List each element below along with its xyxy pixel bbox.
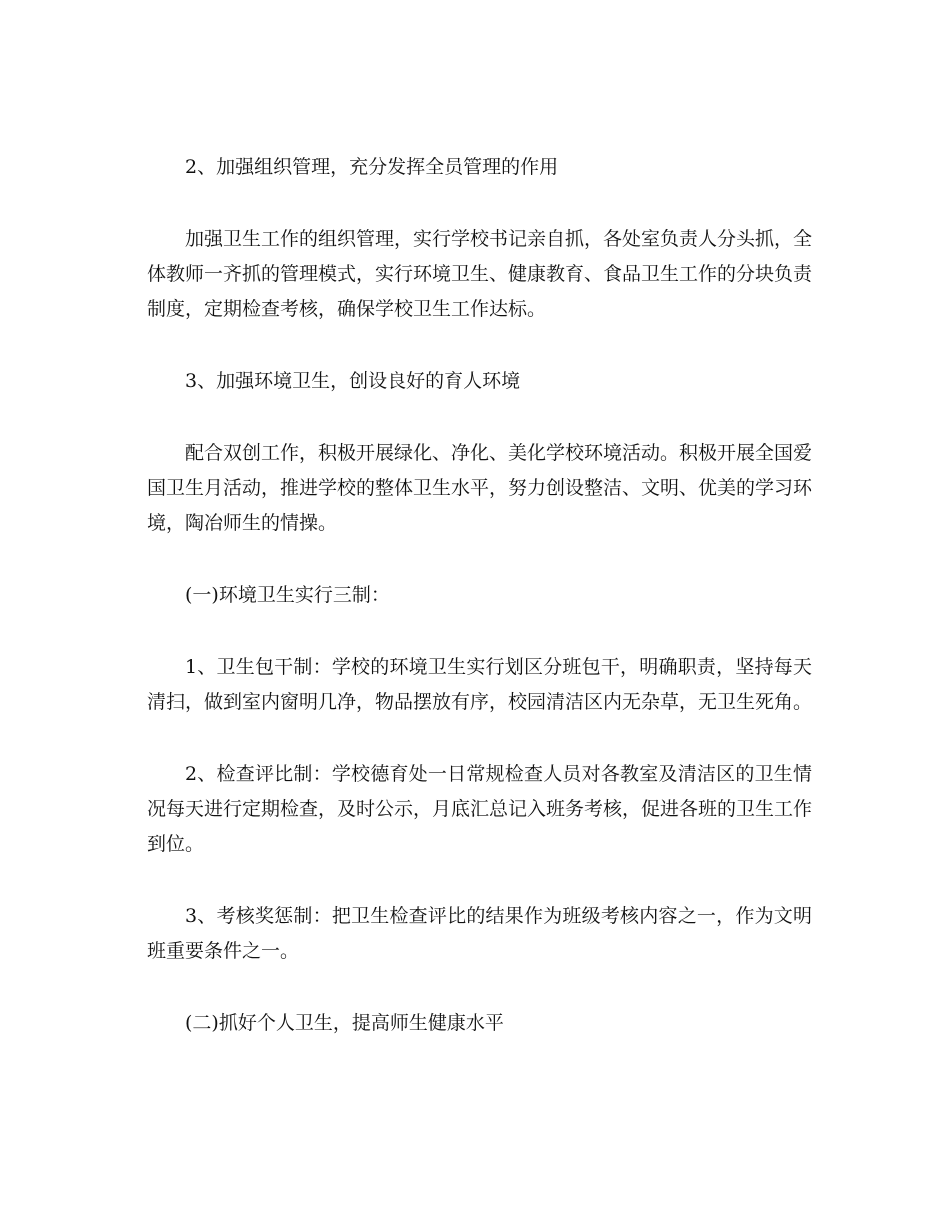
- subsection-heading-three-systems: (一)环境卫生实行三制：: [185, 584, 390, 606]
- list-item-inspection-system: 2、检查评比制：学校德育处一日常规检查人员对各教室及清洁区的卫生情况每天进行定期检查，及时公示，月底汇总记入班务考核，促进各班的卫生工作到位。: [147, 763, 813, 855]
- paragraph-organization: 加强卫生工作的组织管理，实行学校书记亲自抓，各处室负责人分头抓，全体教师一齐抓的管理模式，实行环境卫生、健康教育、食品卫生工作的分块负责制度，定期检查考核，确保学校卫生工作达标。: [147, 228, 813, 320]
- list-item-responsibility-system: 1、卫生包干制：学校的环境卫生实行划区分班包干，明确职责，坚持每天清扫，做到室内窗明几净，物品摆放有序，校园清洁区内无杂草，无卫生死角。: [147, 656, 813, 713]
- subsection-heading-personal-hygiene: (二)抓好个人卫生，提高师生健康水平: [185, 1012, 504, 1034]
- paragraph-environment: 配合双创工作，积极开展绿化、净化、美化学校环境活动。积极开展全国爱国卫生月活动，推进学校的整体卫生水平，努力创设整洁、文明、优美的学习环境，陶冶师生的情操。: [147, 442, 813, 534]
- document-body: [147, 150, 812, 1041]
- section-heading-environment: 3、加强环境卫生，创设良好的育人环境: [185, 370, 521, 392]
- list-item-reward-system: 3、考核奖惩制：把卫生检查评比的结果作为班级考核内容之一，作为文明班重要条件之一。: [147, 905, 812, 962]
- section-heading-organization: 2、加强组织管理，充分发挥全员管理的作用: [185, 156, 559, 178]
